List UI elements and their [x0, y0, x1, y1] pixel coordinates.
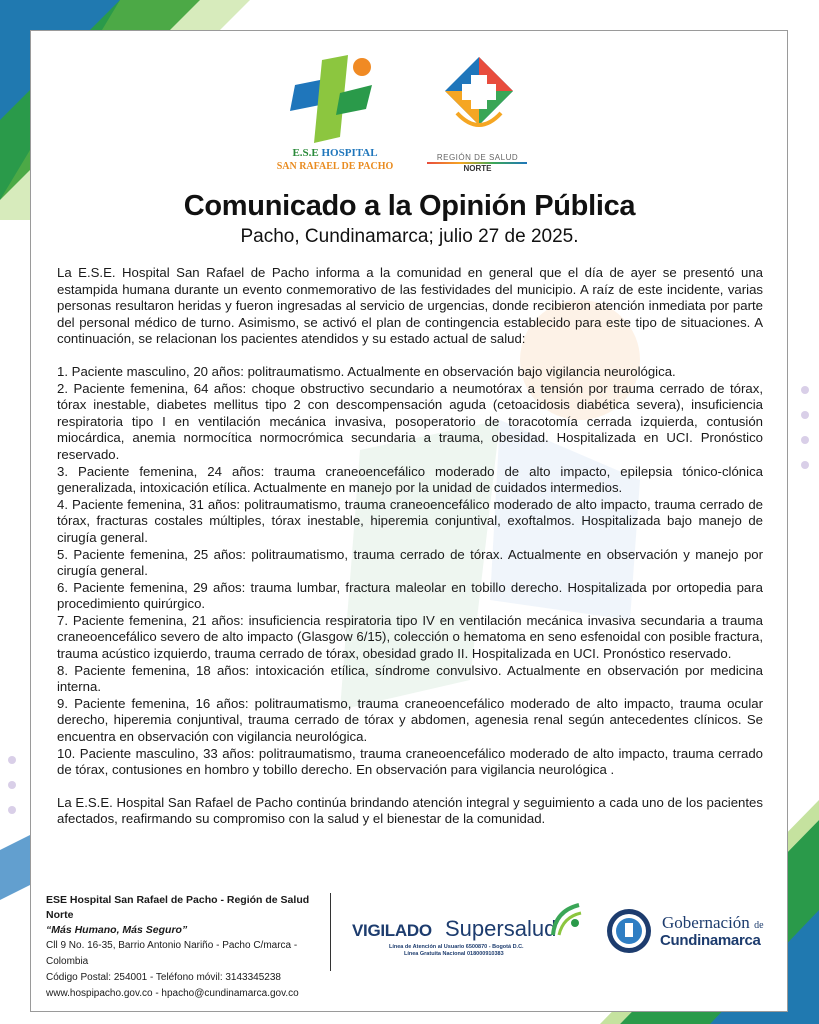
patient-item: 1. Paciente masculino, 20 años: politraumatismo. Actualmente en observación bajo vigilancia neurológica. — [57, 363, 676, 379]
gobernacion-logo — [605, 903, 780, 963]
header-logos — [0, 40, 819, 173]
vigilado-line1: Línea de Atención al Usuario 6500870 - Bogotá D.C. — [389, 944, 524, 950]
patient-item: 10. Paciente masculino, 33 años: politraumatismo, trauma craneoencefálico moderado de alto impacto, trauma cerrado de tórax, contusiones en hombro y tobillo derecho. En observación para vigilancia neurológica . — [57, 745, 763, 778]
region-logo-line2: NORTE — [463, 164, 492, 173]
vigilado-line2: Línea Gratuita Nacional 018000910383 — [404, 951, 504, 957]
hospital-logo — [270, 55, 400, 175]
footer-slogan: “Más Humano, Más Seguro” — [46, 924, 188, 936]
gobernacion-line2: Cundinamarca — [660, 932, 761, 949]
patient-list — [57, 364, 763, 779]
region-salud-logo — [425, 55, 535, 175]
footer — [0, 893, 819, 999]
cundinamarca-seal-icon — [605, 907, 653, 955]
patient-item: 2. Paciente femenina, 64 años: choque obstructivo secundario a neumotórax a tensión por trauma cerrado de tórax, tórax inestable, diabetes mellitus tipo 2 con descompensación aguda (cetoacidosis diabética severa), insuficiencia respiratoria tipo I en ventilación mecánica invasiva, posoperatorio de toracotomía cerrada izquierda, contusión miocárdica, anemia normocítica normocrómica secundaria a trauma, obesidad. Hospitalizada en UCI. Pronóstico reservado. — [57, 380, 763, 462]
hospital-logo-line2: SAN RAFAEL DE PACHO — [276, 161, 394, 172]
vigilado-label: VIGILADO — [352, 921, 432, 940]
region-salud-logo-icon — [443, 55, 515, 135]
footer-address: Cll 9 No. 16-35, Barrio Antonio Nariño - Pacho C/marca - Colombia — [46, 940, 298, 967]
hospital-logo-line1: E.S.E HOSPITAL — [292, 147, 378, 159]
patient-item: 7. Paciente femenina, 21 años: insuficiencia respiratoria tipo IV en ventilación mecánica invasiva secundaria a trauma craneoencefálico severo de alto impacto (Glasgow 6/15), colección o hematoma en seno esfenoidal con posible fractura, trauma acústico izquierdo, trauma cerrado de tórax, obesidad grado II. Hospitalizada en UCI. Pronóstico reservado. — [57, 612, 763, 662]
region-logo-line1: REGIÓN DE SALUD — [436, 153, 519, 162]
patient-item: 9. Paciente femenina, 16 años: politraumatismo, trauma craneoencefálico moderado de alto impacto, trauma ocular derecho, hiperemia conjuntival, trauma cerrado de tórax y abdomen, agenesia renal según antecedentes clínicos. Se encuentra en observación con vigilancia neurológica. — [57, 695, 763, 745]
patient-item: 4. Paciente femenina, 31 años: politraumatismo, trauma craneoencefálico moderado de alto impacto, trauma cerrado de tórax, fracturas costales múltiples, tórax inestable, hiperemia conjuntival, exoftalmos. Hospitalizada bajo manejo de cirugía general. — [57, 496, 763, 545]
patient-item: 6. Paciente femenina, 29 años: trauma lumbar, fractura maleolar en tobillo derecho. Hospitalizada por ortopedia para procedimiento quirúrgico. — [57, 579, 763, 612]
patient-item: 8. Paciente femenina, 18 años: intoxicación etílica, síndrome convulsivo. Actualmente en observación por medicina interna. — [57, 662, 763, 695]
footer-web-email: www.hospipacho.gov.co - hpacho@cundinamarca.gov.co — [46, 988, 299, 999]
gobernacion-line1: Gobernación de — [662, 913, 764, 932]
page-title: Comunicado a la Opinión Pública — [183, 190, 636, 222]
footer-contact — [46, 893, 326, 1002]
intro-paragraph: La E.S.E. Hospital San Rafael de Pacho informa a la comunidad en general que el día de ayer se presentó una estampida humana durante un evento conmemorativo de las festividades del municipio. A raíz de este incidente, varias personas resultaron heridas y fueron ingresadas al servicio de urgencias, donde recibieron atención inmediata por parte del personal médico de turno. Asimismo, se activó el plan de contingencia establecido para este tipo de situaciones. A continuación, se relacionan los pacientes atendidos y su estado actual de salud: — [57, 265, 763, 347]
footer-postal-phone: Código Postal: 254001 - Teléfono móvil: 3143345238 — [46, 972, 281, 983]
patient-item: 5. Paciente femenina, 25 años: politraumatismo, trauma cerrado de tórax. Actualmente en observación y manejo por cirugía general. — [57, 546, 763, 579]
supersalud-logo — [352, 901, 592, 961]
communique-body — [57, 265, 763, 828]
footer-org-name: ESE Hospital San Rafael de Pacho - Región de Salud Norte — [46, 894, 310, 921]
footer-divider — [330, 893, 331, 971]
closing-paragraph: La E.S.E. Hospital San Rafael de Pacho continúa brindando atención integral y seguimiento a cada uno de los pacientes afectados, reafirmando su compromiso con la salud y el bienestar de la comunidad. — [57, 794, 763, 827]
supersalud-logo-icon — [545, 901, 585, 941]
page-subtitle: Pacho, Cundinamarca; julio 27 de 2025. — [240, 226, 579, 247]
hospital-logo-icon — [290, 55, 380, 145]
supersalud-label: Supersalud — [445, 916, 557, 941]
patient-item: 3. Paciente femenina, 24 años: trauma craneoencefálico moderado de alto impacto, epilepsia tónico-clónica generalizada, intoxicación etílica. Actualmente en manejo por la unidad de cuidados intermedios. — [57, 463, 763, 496]
